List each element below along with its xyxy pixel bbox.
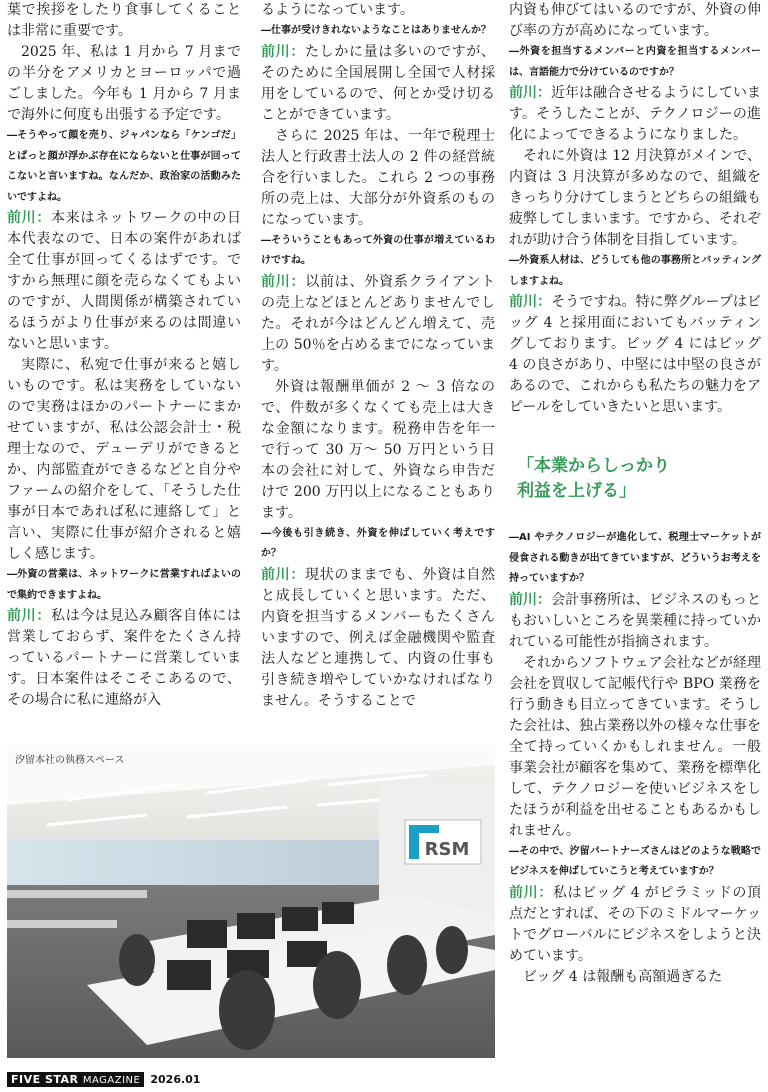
speaker-label: 前川： bbox=[509, 85, 551, 101]
body-paragraph: 葉で挨拶をしたり食事してくることは非常に重要です。 bbox=[7, 2, 241, 39]
brand-name: FIVE STAR bbox=[11, 1073, 79, 1086]
body-paragraph: それからソフトウェア会社などが経理会社を買収して記帳代行や BPO 業務を行う動きも目立ってきています。そうした会社は、独占業務以外の様々な仕事を全て持っていくかもしれません。一般事業会社が顧客を集めて、業務を標準化して、テクノロジーを使いビジネスをしたほうが利益を出せることもあるかもしれません。 bbox=[509, 654, 761, 839]
body-paragraph: 2025 年、私は 1 月から 7 月までの半分をアメリカとヨーロッパで過ごしました。今年も 1 月から 7 月まで海外に何度も出張する予定です。 bbox=[7, 44, 241, 123]
column-3 bbox=[509, 0, 761, 988]
office-photo bbox=[7, 745, 495, 1058]
interview-question: ―今後も引き続き、外資を伸ばしていく考えですか？ bbox=[261, 527, 495, 559]
rsm-sign: RSM bbox=[424, 839, 470, 860]
interview-question: ―AI やテクノロジーが進化して、税理士マーケットが侵食される動きが出てきていますが、どういうお考えを持っていますか？ bbox=[509, 532, 761, 584]
interview-answer: 前川：私は今は見込み顧客自体には営業しておらず、案件をたくさん持っているパートナーに営業しています。日本案件はそこそこあるので、その場合に私に連絡が入 bbox=[7, 608, 241, 708]
interview-question: ―外資の営業は、ネットワークに営業すればよいので集約できますよね。 bbox=[7, 569, 241, 601]
column-3-bottom bbox=[509, 528, 761, 988]
magazine-brand bbox=[7, 1072, 144, 1087]
speaker-label: 前川： bbox=[509, 884, 553, 901]
column-2 bbox=[261, 0, 495, 712]
speaker-label: 前川： bbox=[261, 43, 305, 60]
speaker-label: 前川： bbox=[7, 210, 51, 226]
interview-question: ―そうやって顔を売り、ジャパンなら「ケンゴだ」とぱっと顔が浮かぶ存在にならないと仕事が回ってこないと言いますね。なんだか、政治家の活動みたいですよね。 bbox=[7, 130, 241, 203]
magazine-footer bbox=[7, 1071, 227, 1089]
interview-answer: 前川：私はビッグ 4 がピラミッドの頂点だとすれば、その下のミドルマーケットでグローバルにビジネスをしようと決めています。 bbox=[509, 884, 762, 964]
column-1 bbox=[7, 0, 241, 711]
interview-question: ―外資系人材は、どうしても他の事務所とバッティングしますよね。 bbox=[509, 255, 761, 287]
section-heading-line-1: 「本業からしっかり bbox=[517, 456, 670, 476]
interview-answer: 前川：以前は、外資系クライアントの売上などほとんどありませんでした。それが今はどんどん増えて、売上の 50％を占めるまでになっています。 bbox=[261, 273, 495, 374]
brand-magazine: MAGAZINE bbox=[82, 1075, 141, 1086]
interview-answer: 前川：そうですね。特に弊グループはビッグ 4 と採用面においてもバッティングしております。ビッグ 4 にはビッグ 4 の良さがあり、中堅には中堅の良さがあるので、これからも私たちの魅力をアピールをしていきたいと思います。 bbox=[509, 294, 761, 415]
body-paragraph: 外資は報酬単価が 2 〜 3 倍なので、件数が多くなくても売上は大きな金額になります。税務申告を年一で行って 30 万〜 50 万円という日本の会社に対して、外資なら申告だけで 200 万円以上になることもあります。 bbox=[261, 378, 495, 521]
body-paragraph: るようになっています。 bbox=[261, 2, 414, 18]
speaker-label: 前川： bbox=[509, 294, 552, 310]
interview-question: ―外資を担当するメンバーと内資を担当するメンバーは、言語能力で分けているのですか？ bbox=[509, 46, 761, 78]
interview-answer: 前川：近年は融合させるようにしています。そうしたことが、テクノロジーの進化によってできるようになりました。 bbox=[509, 85, 761, 143]
speaker-label: 前川： bbox=[509, 591, 552, 608]
interview-answer: 前川：会計事務所は、ビジネスのもっともおいしいところを異業種に持っていかれている可能性が指摘されます。 bbox=[509, 591, 761, 650]
section-heading-line-2: 利益を上げる」 bbox=[517, 481, 636, 501]
interview-answer: 前川：たしかに量は多いのですが、そのために全国展開し全国で人材採用をしているので、何とか受け切ることができています。 bbox=[261, 43, 495, 123]
photo-caption: 汐留本社の執務スペース bbox=[15, 755, 125, 766]
body-paragraph: さらに 2025 年は、一年で税理士法人と行政書士法人の 2 件の経営統合を行いました。これら 2 つの事務所の売上は、大部分が外資系のものになっています。 bbox=[261, 127, 495, 228]
section-heading bbox=[517, 454, 761, 504]
office-photo-illustration bbox=[7, 745, 495, 1058]
interview-answer: 前川：現状のままでも、外資は自然と成長していくと思います。ただ、内資を担当するメンバーもたくさんいますので、例えば金融機関や監査法人などと連携して、内資の仕事も引き続き増やしていかなければなりません。そうすることで bbox=[261, 566, 495, 709]
body-paragraph: 実際に、私宛で仕事が来ると嬉しいものです。私は実務をしていないので実務はほかのパートナーにまかせていますが、私は公認会計士・税理士なので、デューデリができるとか、内部監査ができるなどと自分やファームの紹介をして、「そうした仕事が日本であれば私に連絡して」と言い、実際に仕事が紹介されると嬉しく感じます。 bbox=[7, 357, 241, 562]
body-paragraph: 内資も伸びてはいるのですが、外資の伸び率の方が高めになっています。 bbox=[509, 2, 761, 39]
interview-question: ―仕事が受けきれないようなことはありませんか？ bbox=[261, 25, 491, 36]
body-paragraph: それに外資は 12 月決算がメインで、内資は 3 月決算が多めなので、組織をきっちり分けてしまうとどちらの組織も疲弊してしまいます。ですから、それぞれが助け合う体制を目指しています。 bbox=[509, 148, 761, 248]
speaker-label: 前川： bbox=[7, 608, 51, 624]
interview-question: ―その中で、汐留パートナーズさんはどのような戦略でビジネスを伸ばしていこうと考えていますか？ bbox=[509, 845, 761, 877]
column-3-top bbox=[509, 0, 761, 418]
interview-answer: 前川：本来はネットワークの中の日本代表なので、日本の案件があれば全て仕事が回ってくるはずです。ですから無理に顔を売らなくてもよいのですが、人間関係が構築されているほうがより仕事が来るのは間違いないと思います。 bbox=[7, 210, 241, 352]
issue-number: 2026.01 bbox=[150, 1073, 201, 1086]
speaker-label: 前川： bbox=[261, 273, 306, 290]
speaker-label: 前川： bbox=[261, 566, 305, 583]
body-paragraph: ビッグ 4 は報酬も高額過ぎるた bbox=[523, 968, 723, 985]
interview-question: ―そういうこともあって外資の仕事が増えているわけですね。 bbox=[261, 234, 495, 266]
